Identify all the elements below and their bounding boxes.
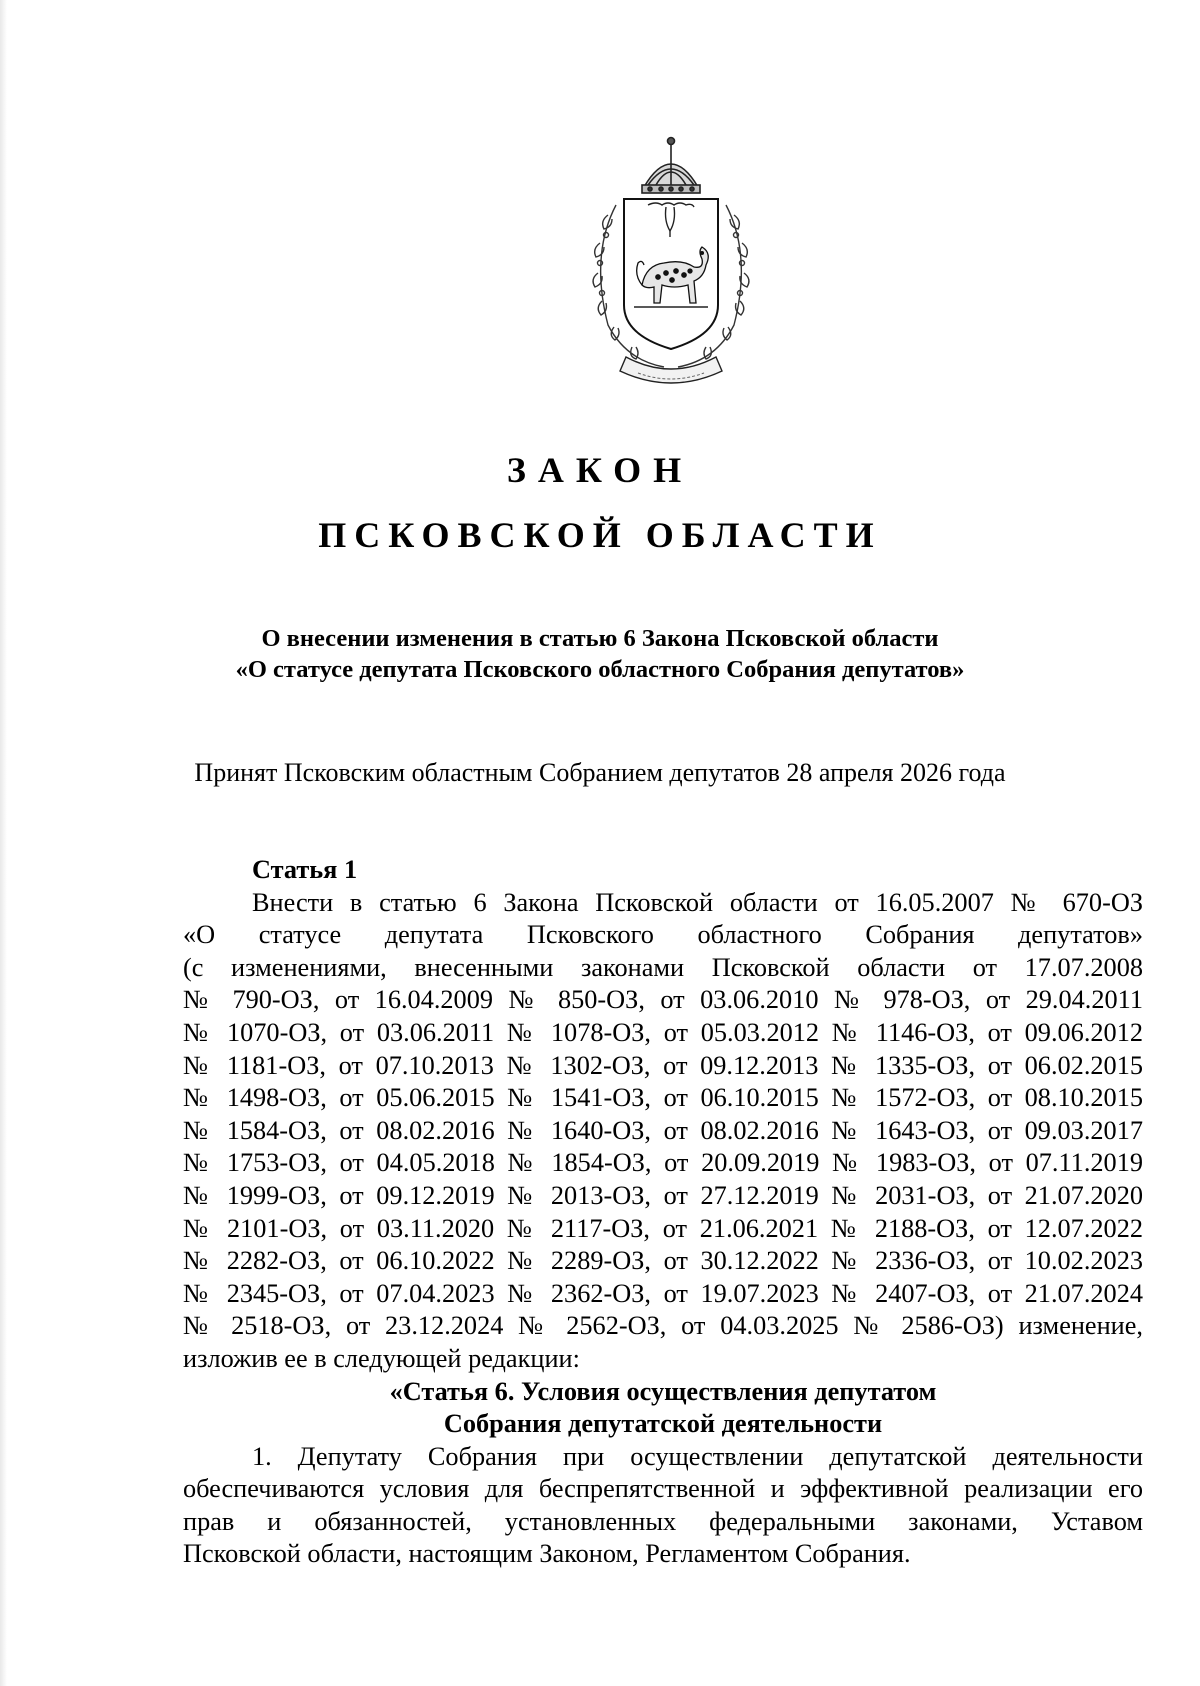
article-6-point-1 — [183, 1441, 1143, 1571]
new-article-6-title-line-1: «Статья 6. Условия осуществления депутатом — [389, 1376, 937, 1406]
new-article-6-title-line-2: Собрания депутатской деятельности — [443, 1409, 883, 1439]
article-1-line: № 2518-ОЗ, от 23.12.2024 № 2562-ОЗ, от 04.03.2025 № 2586-ОЗ) изменение, — [183, 1311, 1143, 1341]
article-1-line: изложив ее в следующей редакции: — [183, 1343, 580, 1373]
article-1-line: № 1181-ОЗ, от 07.10.2013 № 1302-ОЗ, от 09.12.2013 № 1335-ОЗ, от 06.02.2015 — [183, 1050, 1143, 1080]
point-1-line: обеспечиваются условия для беспрепятственной и эффективной реализации его — [183, 1474, 1143, 1504]
adoption-note: Принят Псковским областным Собранием депутатов 28 апреля 2026 года — [194, 758, 1006, 787]
law-heading — [150, 623, 1050, 685]
coat-of-arms-icon — [586, 135, 756, 395]
law-heading-line-1: О внесении изменения в статью 6 Закона Псковской области — [261, 625, 939, 652]
point-1-line: прав и обязанностей, установленных федеральными законами, Уставом — [183, 1506, 1143, 1536]
article-1-line: № 1498-ОЗ, от 05.06.2015 № 1541-ОЗ, от 06.10.2015 № 1572-ОЗ, от 08.10.2015 — [183, 1083, 1143, 1113]
law-heading-line-2: «О статусе депутата Псковского областного Собрания депутатов» — [235, 656, 965, 683]
article-1-line: (с изменениями, внесенными законами Псковской области от 17.07.2008 — [183, 952, 1143, 982]
article-1-line: № 2101-ОЗ, от 03.11.2020 № 2117-ОЗ, от 21.06.2021 № 2188-ОЗ, от 12.07.2022 — [183, 1213, 1143, 1243]
article-1-line: «О статусе депутата Псковского областного Собрания депутатов» — [183, 920, 1143, 950]
article-1-line: Внести в статью 6 Закона Псковской области от 16.05.2007 № 670-ОЗ — [252, 887, 1143, 917]
scan-edge — [0, 0, 7, 1686]
article-1-label: Статья 1 — [252, 855, 358, 884]
document-body — [183, 854, 1143, 1571]
article-1-line: № 2345-ОЗ, от 07.04.2023 № 2362-ОЗ, от 19.07.2023 № 2407-ОЗ, от 21.07.2024 — [183, 1278, 1143, 1308]
document-title: ЗАКОН — [506, 450, 694, 490]
article-1-line: № 1070-ОЗ, от 03.06.2011 № 1078-ОЗ, от 05.03.2012 № 1146-ОЗ, от 09.06.2012 — [183, 1017, 1143, 1047]
point-1-line: Псковской области, настоящим Законом, Регламентом Собрания. — [183, 1539, 911, 1569]
article-1-line: № 790-ОЗ, от 16.04.2009 № 850-ОЗ, от 03.06.2010 № 978-ОЗ, от 29.04.2011 — [183, 985, 1143, 1015]
point-1-line: 1. Депутату Собрания при осуществлении депутатской деятельности — [252, 1441, 1143, 1471]
article-1-line: № 2282-ОЗ, от 06.10.2022 № 2289-ОЗ, от 30.12.2022 № 2336-ОЗ, от 10.02.2023 — [183, 1246, 1143, 1276]
article-1-text — [183, 887, 1143, 1376]
document-subtitle: ПСКОВСКОЙ ОБЛАСТИ — [318, 515, 882, 555]
article-1-line: № 1584-ОЗ, от 08.02.2016 № 1640-ОЗ, от 08.02.2016 № 1643-ОЗ, от 09.03.2017 — [183, 1115, 1143, 1145]
article-1-line: № 1753-ОЗ, от 04.05.2018 № 1854-ОЗ, от 20.09.2019 № 1983-ОЗ, от 07.11.2019 — [183, 1148, 1143, 1178]
article-1-line: № 1999-ОЗ, от 09.12.2019 № 2013-ОЗ, от 27.12.2019 № 2031-ОЗ, от 21.07.2020 — [183, 1180, 1143, 1210]
